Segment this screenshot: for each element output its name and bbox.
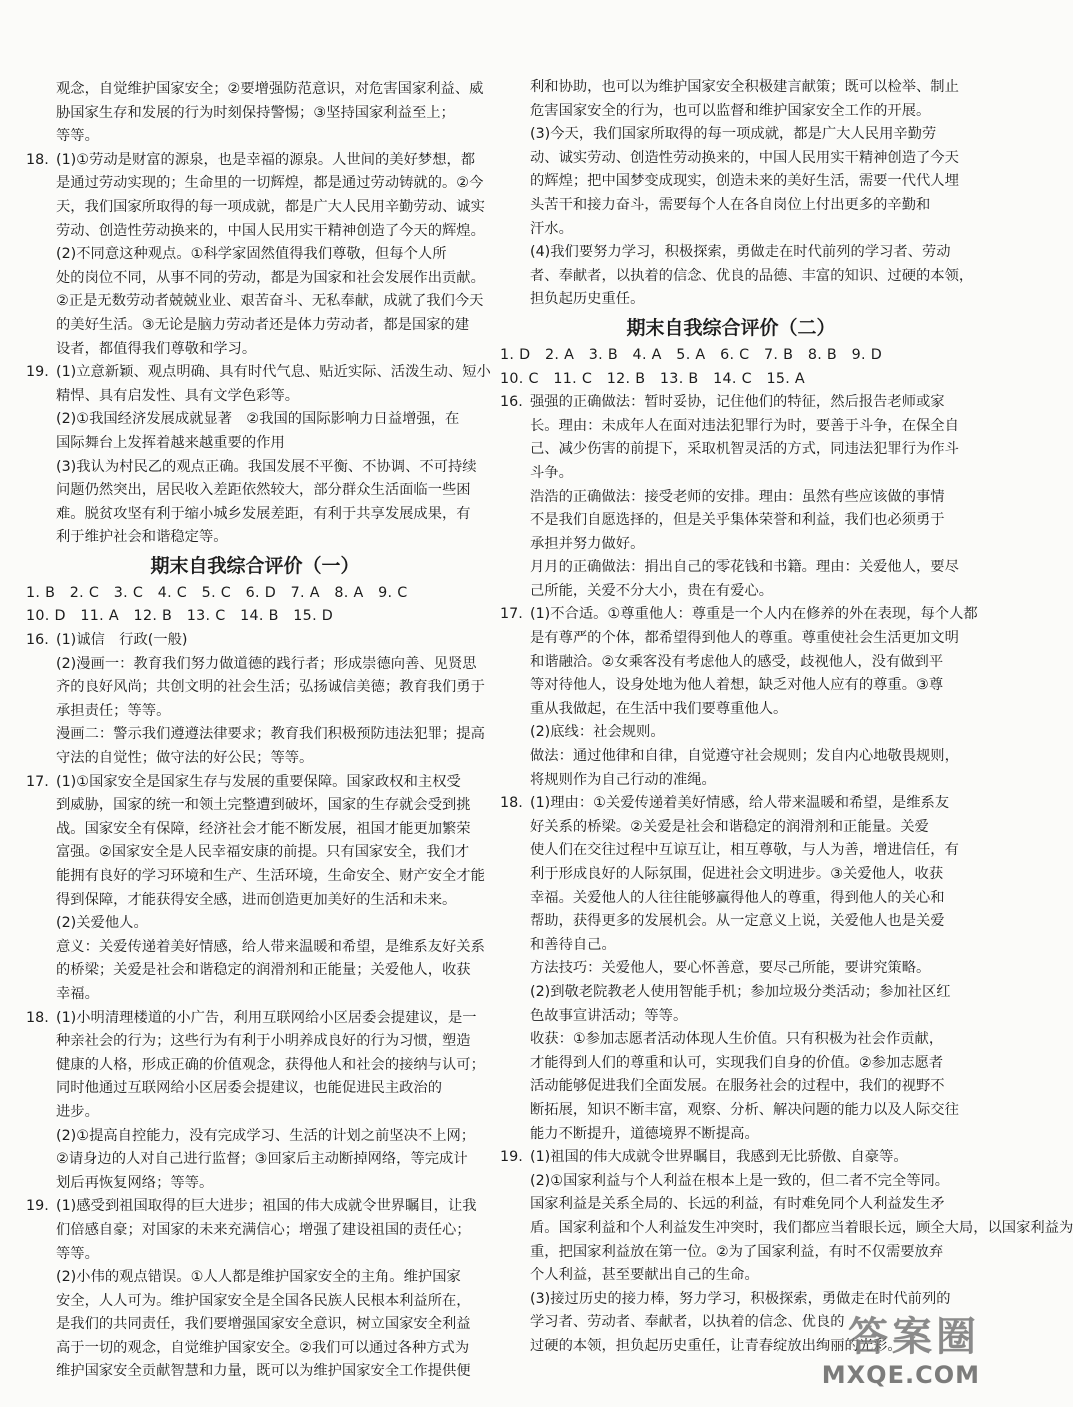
answer-line	[26, 889, 484, 913]
answer-line	[26, 794, 484, 818]
answer-line	[500, 1264, 962, 1288]
line-text: 利于维护社会和谐稳定等。	[56, 529, 228, 546]
question-number: 19.	[26, 364, 49, 381]
line-text: (1)立意新颖、观点明确、具有时代气息、贴近实际、活泼生动、短小	[56, 364, 491, 381]
line-text: 到威胁，国家的统一和领土完整遭到破坏，国家的生存就会受到挑	[56, 797, 471, 814]
line-text: 意义：关爱传递着美好情感，给人带来温暖和希望，是维系友好关系	[56, 938, 485, 955]
line-text: (4)我们要努力学习，积极探索，勇做走在时代前列的学习者、劳动	[530, 244, 951, 261]
answer-line	[26, 1101, 484, 1125]
answer-line	[500, 1193, 962, 1217]
line-text: 种亲社会的行为；这些行为有利于小明养成良好的行为习惯，塑造	[56, 1033, 471, 1050]
answer-line	[26, 1337, 484, 1361]
answer-line	[26, 700, 484, 724]
answer-line	[26, 290, 484, 314]
answer-line	[26, 936, 484, 960]
answer-line	[26, 432, 484, 456]
line-text: 承担责任；等等。	[56, 702, 171, 719]
line-text: 齐的良好风尚；共创文明的社会生活；弘扬诚信美德；教育我们勇于	[56, 679, 485, 696]
line-text: 处的岗位不同，从事不同的劳动，都是为国家和社会发展作出贡献。	[56, 269, 485, 286]
line-text: 担负起历史重任。	[530, 291, 645, 308]
watermark-logo: 答案圈	[848, 1314, 980, 1360]
line-text: 划后再恢复网络；等等。	[56, 1174, 214, 1191]
answer-line	[26, 723, 484, 747]
answer-line	[500, 265, 974, 289]
line-text: 富强。②国家安全是人民幸福安康的前提。只有国家安全，我们才	[56, 844, 470, 861]
line-text: 头苦干和接力奋斗，需要每个人在各自岗位上付出更多的辛勤和	[530, 196, 931, 213]
answer-line	[500, 1052, 962, 1076]
answer-line	[26, 196, 484, 220]
answer-line	[500, 415, 962, 439]
answer-line	[500, 123, 962, 147]
line-text: 国际舞台上发挥着越来越重要的作用	[56, 434, 285, 451]
line-text: (1)诚信 行政(一般)	[56, 632, 188, 649]
answer-line	[500, 957, 962, 981]
line-text: 斗争。	[530, 464, 573, 481]
right-column	[500, 76, 1073, 1358]
answer-line	[500, 769, 962, 793]
line-text: (2)①我国经济发展成就显著 ②我国的国际影响力日益增强，在	[56, 411, 460, 428]
answer-line	[500, 816, 962, 840]
answer-line	[26, 503, 484, 527]
line-text: (1)祖国的伟大成就令世界瞩目，我感到无比骄傲、自豪等。	[530, 1149, 908, 1166]
line-text: 胁国家生存和发展的行为时刻保持警惕；③坚持国家利益至上；	[56, 104, 455, 121]
line-text: 幸福。	[56, 985, 99, 1002]
section-title: 期末自我综合评价（一）	[150, 554, 360, 577]
answer-line	[26, 314, 484, 338]
answer-line	[26, 408, 484, 432]
answer-line	[26, 243, 484, 267]
line-text: 国家利益是关系全局的、长远的利益，有时难免同个人利益发生矛	[530, 1196, 945, 1213]
question-line	[500, 1146, 962, 1170]
choice-answers: 10. C 11. C 12. B 13. B 14. C 15. A	[500, 370, 806, 387]
answer-line	[500, 76, 962, 100]
line-text: (2)到敬老院教老人使用智能手机；参加垃圾分类活动；参加社区红	[530, 983, 951, 1000]
answer-line	[500, 288, 962, 312]
answer-line	[26, 865, 484, 889]
line-text: 等等。	[56, 1245, 99, 1262]
answer-line	[26, 526, 484, 550]
line-text: (2)漫画一：教育我们努力做道德的践行者；形成崇德向善、见贤思	[56, 655, 477, 672]
line-text: 是我们的共同责任，我们要增强国家安全意识，树立国家安全利益	[56, 1316, 471, 1333]
answer-line	[26, 747, 484, 771]
line-text: 精悍、具有启发性、具有文学色彩等。	[56, 387, 300, 404]
line-text: ②正是无数劳动者兢兢业业、艰苦奋斗、无私奉献，成就了我们今天	[56, 293, 484, 310]
answer-line	[500, 218, 962, 242]
line-text: 等对待他人，设身处地为他人着想，缺乏对他人应有的尊重。③尊	[530, 677, 944, 694]
line-text: 方法技巧：关爱他人，要心怀善意，要尽己所能，要讲究策略。	[530, 960, 931, 977]
answer-line	[26, 1290, 484, 1314]
answer-line	[500, 721, 962, 745]
answer-line	[26, 959, 484, 983]
line-text: 等等。	[56, 128, 99, 145]
line-text: 战。国家安全有保障，经济社会才能不断发展，祖国才能更加繁荣	[56, 820, 471, 837]
line-text: 和谐融洽。②女乘客没有考虑他人的感受，歧视他人，没有做到平	[530, 653, 944, 670]
answer-line	[26, 267, 484, 291]
line-text: 设者，都值得我们尊敬和学习。	[56, 340, 257, 357]
answer-line	[26, 78, 484, 102]
line-text: 动、诚实劳动、创造性劳动换来的，中国人民用实干精神创造了今天	[530, 149, 959, 166]
line-text: 己所能，关爱不分大小，贵在有爱心。	[530, 582, 774, 599]
line-text: 活动能够促进我们全面发展。在服务社会的过程中，我们的视野不	[530, 1078, 945, 1095]
answer-line	[500, 745, 962, 769]
answer-line	[500, 556, 962, 580]
answer-line	[500, 486, 962, 510]
line-text: 好关系的桥梁。②关爱是社会和谐稳定的润滑剂和正能量。关爱	[530, 818, 929, 835]
question-line	[26, 629, 484, 653]
answer-line	[26, 983, 484, 1007]
line-text: 守法的自觉性；做守法的好公民；等等。	[56, 750, 314, 767]
line-text: 个人利益，甚至要献出自己的生命。	[530, 1267, 759, 1284]
answer-line	[26, 1054, 484, 1078]
question-number: 18.	[26, 1009, 49, 1026]
line-text: 安全，人人可为。维护国家安全是全国各民族人民根本利益所在，	[56, 1292, 471, 1309]
line-text: 问题仍然突出，居民收入差距依然较大，部分群众生活面临一些困	[56, 482, 471, 499]
line-text: 危害国家安全的行为，也可以监督和维护国家安全工作的开展。	[530, 102, 931, 119]
question-number: 17.	[26, 773, 49, 790]
line-text: 高于一切的观念，自觉维护国家安全。②我们可以通过各种方式为	[56, 1339, 470, 1356]
line-text: (2)关爱他人。	[56, 915, 148, 932]
question-line	[26, 361, 491, 385]
answer-line	[26, 385, 484, 409]
line-text: 幸福。关爱他人的人往往能够赢得他人的尊重，得到他人的关心和	[530, 889, 945, 906]
line-text: (3)今天，我们国家所取得的每一项成就，都是广大人民用辛勤劳	[530, 126, 937, 143]
answer-line	[500, 1075, 962, 1099]
line-text: (1)小明清理楼道的小广告，利用互联网给小区居委会提建议，是一	[56, 1009, 477, 1026]
answer-line	[26, 1219, 484, 1243]
line-text: 进步。	[56, 1103, 99, 1120]
answer-line	[500, 241, 962, 265]
answer-line	[500, 1170, 962, 1194]
line-text: 才能得到人们的尊重和认可，实现我们自身的价值。②参加志愿者	[530, 1054, 944, 1071]
answer-line	[26, 125, 484, 149]
choice-answers: 10. D 11. A 12. B 13. C 14. B 15. D	[26, 608, 334, 625]
answer-line	[500, 863, 962, 887]
line-text: 能拥有良好的学习环境和生产、生活环境，生命安全、财产安全才能	[56, 868, 485, 884]
line-text: (1)①劳动是财富的源泉，也是幸福的源泉。人世间的美好梦想，都	[56, 151, 476, 168]
line-text: 维护国家安全贡献智慧和力量，既可以为维护国家安全工作提供便	[56, 1363, 471, 1380]
line-text: 将规则作为自己行动的准绳。	[530, 771, 716, 788]
answer-line	[26, 172, 484, 196]
answer-line	[26, 1360, 484, 1384]
answer-line	[500, 981, 962, 1005]
line-text: 利和协助，也可以为维护国家安全积极建言献策；既可以检举、制止	[530, 79, 959, 95]
answer-line	[26, 1077, 484, 1101]
answer-line	[26, 456, 484, 480]
line-text: 断拓展，知识不断丰富，观察、分析、解决问题的能力以及人际交往	[530, 1101, 959, 1118]
line-text: 强强的正确做法：暂时妥协，记住他们的特征，然后报告老师或家	[530, 394, 945, 411]
line-text: (2)底线：社会规则。	[530, 724, 665, 741]
answer-line	[500, 910, 962, 934]
line-text: 帮助，获得更多的发展机会。从一定意义上说，关爱他人也是关爱	[530, 913, 945, 930]
line-text: 和善待自己。	[530, 936, 616, 953]
answer-line	[500, 1241, 962, 1265]
line-text: (1)理由：①关爱传递着美好情感，给人带来温暖和希望，是维系友	[530, 795, 950, 812]
answer-line	[26, 841, 484, 865]
line-text: 难。脱贫攻坚有利于缩小城乡发展差距，有利于共享发展成果，有	[56, 505, 471, 522]
line-text: 学习者、劳动者、奉献者，以执着的信念、优良的	[530, 1314, 845, 1331]
line-text: 重，把国家利益放在第一位。②为了国家利益，有时不仅需要放弃	[530, 1243, 944, 1260]
line-text: 不是我们自愿选择的，但是关乎集体荣誉和利益，我们也必须勇于	[530, 512, 945, 529]
line-text: (3)我认为村民乙的观点正确。我国发展不平衡、不协调、不可持续	[56, 458, 477, 475]
line-text: 的美好生活。③无论是脑力劳动者还是体力劳动者，都是国家的建	[56, 316, 470, 333]
answer-line	[500, 1123, 962, 1147]
answer-line	[500, 580, 962, 604]
answer-line	[26, 818, 484, 842]
line-text: 月月的正确做法：捐出自己的零花钱和书籍。理由：关爱他人，要尽	[530, 559, 959, 576]
line-text: 是有尊严的个体，都希望得到他人的尊重。尊重使社会生活更加文明	[530, 630, 959, 647]
answer-line	[500, 194, 962, 218]
line-text: 们倍感自豪；对国家的未来充满信心；增强了建设祖国的责任心；	[56, 1221, 471, 1238]
question-number: 19.	[26, 1198, 49, 1215]
question-line	[26, 149, 484, 173]
line-text: 重从我做起，在生活中我们要尊重他人。	[530, 700, 788, 717]
answer-line	[500, 100, 962, 124]
line-text: (3)接过历史的接力棒，努力学习，积极探索，勇做走在时代前列的	[530, 1290, 951, 1307]
answer-line	[26, 1266, 484, 1290]
line-text: 的辉煌；把中国梦变成现实，创造未来的美好生活，需要一代代人埋	[530, 173, 959, 190]
line-text: 盾。国家利益和个人利益发生冲突时，我们都应当着眼长远，顾全大局，以国家利益为	[530, 1219, 1073, 1236]
line-text: 的桥梁；关爱是社会和谐稳定的润滑剂和正能量；关爱他人，收获	[56, 962, 471, 979]
line-text: 观念，自觉维护国家安全；②要增强防范意识，对危害国家利益、威	[56, 81, 484, 97]
question-number: 16.	[26, 632, 49, 649]
line-text: 漫画二：警示我们遵遵法律要求；教育我们积极预防违法犯罪；提高	[56, 726, 485, 743]
answer-line	[500, 839, 962, 863]
question-line	[26, 1007, 484, 1031]
question-line	[26, 771, 484, 795]
answer-line	[26, 653, 484, 677]
line-text: 得到保障，才能获得安全感，进而创造更加美好的生活和未来。	[56, 891, 457, 908]
answer-line	[26, 338, 484, 362]
answer-line	[26, 676, 484, 700]
line-text: 是通过劳动实现的；生命里的一切辉煌，都是通过劳动铸就的。②今	[56, 175, 484, 192]
line-text: 天，我们国家所取得的每一项成就，都是广大人民用辛勤劳动、诚实	[56, 198, 485, 215]
line-text: 利于形成良好的人际氛围，促进社会文明进步。③关爱他人，收获	[530, 866, 944, 882]
answer-line	[500, 1217, 1073, 1241]
answer-line	[500, 147, 962, 171]
answer-line	[500, 462, 962, 486]
answer-line	[500, 170, 962, 194]
question-line	[500, 603, 978, 627]
line-text: 浩浩的正确做法：接受老师的安排。理由：虽然有些应该做的事情	[530, 488, 945, 505]
line-text: 汗水。	[530, 220, 573, 237]
watermark-url: MXQE.COM	[821, 1361, 980, 1389]
answer-line	[26, 1313, 484, 1337]
question-line	[500, 391, 962, 415]
line-text: 承担并努力做好。	[530, 535, 645, 552]
line-text: (1)①国家安全是国家生存与发展的重要保障。国家政权和主权受	[56, 773, 461, 790]
section-title: 期末自我综合评价（二）	[626, 316, 836, 339]
answer-line	[26, 1030, 484, 1054]
line-text: 己、减少伤害的前提下，采取机智灵活的方式，同违法犯罪行为作斗	[530, 441, 959, 458]
line-text: (1)不合适。①尊重他人：尊重是一个人内在修养的外在表现，每个人都	[530, 606, 978, 623]
line-text: 收获：①参加志愿者活动体现人生价值。只有积极为社会作贡献，	[530, 1031, 944, 1048]
answer-line	[26, 912, 484, 936]
question-number: 18.	[26, 151, 49, 168]
answer-line	[500, 698, 962, 722]
choice-answers: 1. B 2. C 3. C 4. C 5. C 6. D 7. A 8. A 9. C	[26, 584, 408, 601]
answer-line	[26, 220, 484, 244]
line-text: (2)①国家利益与个人利益在根本上是一致的，但二者不完全等同。	[530, 1172, 950, 1189]
line-text: (2)①提高自控能力，没有完成学习、生活的计划之前坚决不上网；	[56, 1127, 476, 1144]
line-text: 同时他通过互联网给小区居委会提建议，也能促进民主政治的	[56, 1080, 443, 1097]
answer-line	[500, 651, 962, 675]
answer-line	[500, 533, 962, 557]
question-number: 18.	[500, 795, 523, 812]
question-number: 19.	[500, 1149, 523, 1166]
answer-line	[500, 1288, 962, 1312]
question-line	[500, 792, 962, 816]
line-text: 能力不断提升，道德境界不断提高。	[530, 1125, 759, 1142]
left-column	[26, 78, 491, 1384]
answer-line	[26, 1148, 484, 1172]
line-text: (2)不同意这种观点。①科学家固然值得我们尊敬，但每个人所	[56, 246, 447, 263]
line-text: 健康的人格，形成正确的价值观念，获得他人和社会的接纳与认可；	[56, 1056, 485, 1073]
question-line	[26, 1195, 484, 1219]
question-number: 17.	[500, 606, 523, 623]
answer-line	[500, 1005, 962, 1029]
watermark	[750, 1313, 980, 1393]
line-text: ②请身边的人对自己进行监督；③回家后主动断掉网络，等完成计	[56, 1151, 468, 1168]
answer-line	[500, 1028, 962, 1052]
line-text: 者、奉献者，以执着的信念、优良的品德、丰富的知识、过硬的本领，	[530, 267, 974, 284]
line-text: 过硬的本领，担负起历史重任，让青春绽放出绚丽的光彩。	[530, 1337, 902, 1354]
answer-line	[26, 1243, 484, 1267]
answer-line	[26, 102, 484, 126]
line-text: 做法：通过他律和自律，自觉遵守社会规则；发自内心地敬畏规则，	[530, 748, 959, 765]
line-text: 劳动、创造性劳动换来的，中国人民用实干精神创造了今天的辉煌。	[56, 222, 485, 239]
answer-line	[500, 509, 962, 533]
line-text: 使人们在交往过程中互谅互让，相互尊敬，与人为善，增进信任，有	[530, 842, 959, 859]
answer-line	[26, 479, 484, 503]
question-number: 16.	[500, 394, 523, 411]
choice-answers: 1. D 2. A 3. B 4. A 5. A 6. C 7. B 8. B 9. D	[500, 346, 883, 363]
line-text: (2)小伟的观点错误。①人人都是维护国家安全的主角。维护国家	[56, 1269, 461, 1286]
answer-line	[500, 887, 962, 911]
answer-line	[500, 1099, 962, 1123]
line-text: 长。理由：未成年人在面对违法犯罪行为时，要善于斗争，在保全自	[530, 417, 959, 434]
answer-line	[500, 438, 962, 462]
line-text: (1)感受到祖国取得的巨大进步；祖国的伟大成就令世界瞩目，让我	[56, 1198, 477, 1215]
answer-line	[500, 674, 962, 698]
answer-line	[26, 1125, 484, 1149]
answer-line	[26, 1172, 484, 1196]
answer-line	[500, 627, 962, 651]
line-text: 色故事宣讲活动；等等。	[530, 1007, 688, 1024]
answer-line	[500, 934, 962, 958]
